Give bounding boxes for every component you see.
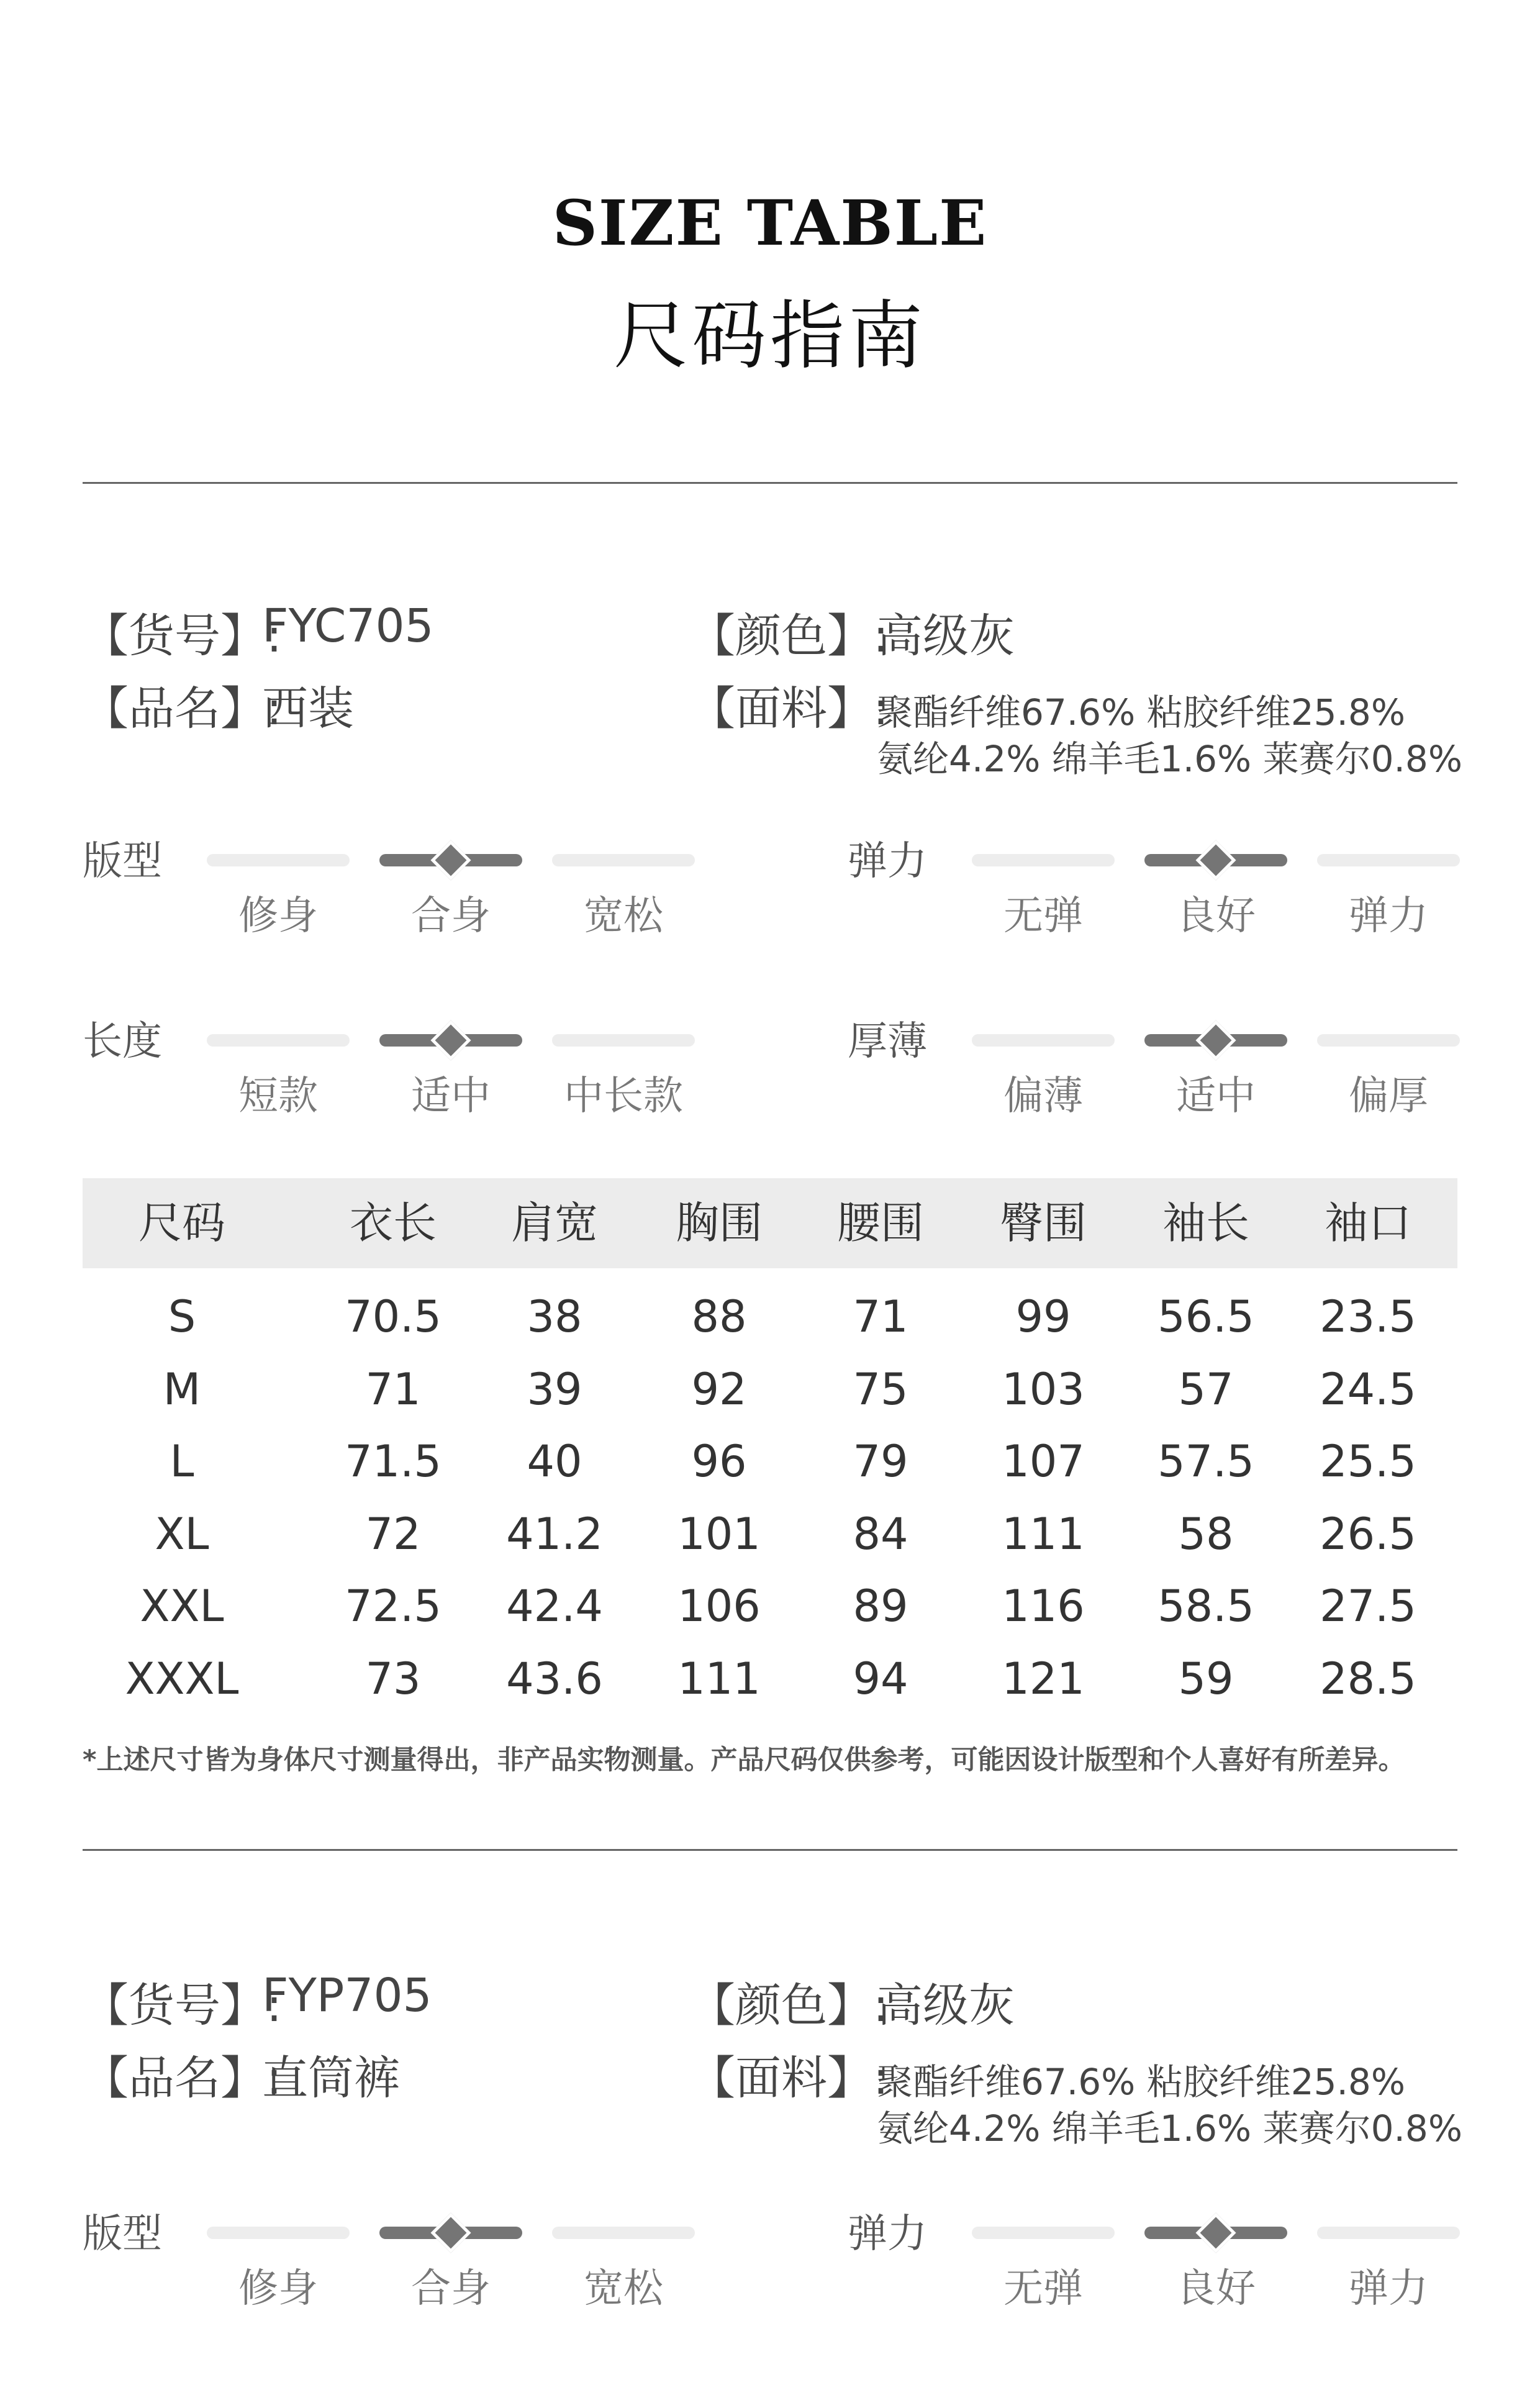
attr-option: 合身 — [411, 2266, 491, 2312]
attr-label: 弹力 — [848, 838, 927, 884]
table-header-cell: 衣长 — [350, 1197, 437, 1248]
table-cell: 116 — [1002, 1581, 1085, 1632]
scale-marker-icon — [430, 840, 471, 880]
table-cell: 71 — [365, 1363, 421, 1415]
scale-track — [552, 854, 695, 866]
divider-middle — [83, 1849, 1457, 1851]
item-no-value: FYC705 — [262, 599, 434, 653]
page-title-cn: 尺码指南 — [614, 293, 926, 379]
name-label-2: 【品名】: — [83, 2051, 282, 2105]
attr-option: 短款 — [238, 1073, 318, 1119]
attr-label: 版型 — [83, 838, 162, 884]
table-cell: 43.6 — [506, 1653, 603, 1704]
table-cell: 111 — [677, 1653, 761, 1704]
table-header-cell: 尺码 — [138, 1197, 225, 1248]
table-cell: 71.5 — [345, 1436, 442, 1487]
attr-option: 宽松 — [584, 893, 663, 939]
attr-option: 无弹 — [1003, 893, 1083, 939]
color-label-2: 【颜色】: — [689, 1979, 889, 2032]
table-cell: 101 — [677, 1508, 761, 1560]
table-cell: 38 — [527, 1291, 582, 1342]
table-cell: 25.5 — [1320, 1436, 1416, 1487]
attr-option: 良好 — [1176, 893, 1256, 939]
fabric-line-1-2: 聚酯纤维67.6% 粘胶纤维25.8% — [877, 2061, 1405, 2103]
scale-marker-icon — [430, 2212, 471, 2253]
attr-option: 宽松 — [584, 2266, 663, 2312]
table-cell: 94 — [853, 1653, 908, 1704]
attr-option: 偏薄 — [1003, 1073, 1083, 1119]
table-cell: 121 — [1002, 1653, 1085, 1704]
table-cell: 106 — [677, 1581, 761, 1632]
item-no-label-2: 【货号】: — [83, 1979, 282, 2032]
table-cell: 92 — [691, 1363, 747, 1415]
table-cell: 70.5 — [345, 1291, 442, 1342]
table-cell: 39 — [527, 1363, 582, 1415]
attr-label: 厚薄 — [848, 1019, 927, 1065]
table-cell: 88 — [691, 1291, 747, 1342]
scale-track — [972, 1034, 1115, 1047]
name-label: 【品名】: — [83, 682, 282, 735]
table-cell: 72.5 — [345, 1581, 442, 1632]
name-value-2: 直筒裤 — [262, 2051, 400, 2105]
table-size-cell: XL — [155, 1508, 209, 1560]
table-cell: 99 — [1015, 1291, 1071, 1342]
scale-track — [552, 2227, 695, 2239]
table-cell: 107 — [1002, 1436, 1085, 1487]
scale-track — [1317, 2227, 1460, 2239]
size-note: *上述尺寸皆为身体尺寸测量得出，非产品实物测量。产品尺码仅供参考，可能因设计版型和个人喜好有所差异。 — [83, 1745, 1405, 1776]
table-size-cell: M — [163, 1363, 201, 1415]
attr-option: 无弹 — [1003, 2266, 1083, 2312]
attr-label: 弹力 — [848, 2211, 927, 2257]
table-cell: 56.5 — [1157, 1291, 1254, 1342]
attr-option: 适中 — [1176, 1073, 1256, 1119]
attr-label: 长度 — [83, 1019, 162, 1065]
fabric-line-1: 聚酯纤维67.6% 粘胶纤维25.8% — [877, 691, 1405, 734]
table-header-cell: 袖口 — [1325, 1197, 1411, 1248]
table-cell: 84 — [853, 1508, 908, 1560]
table-cell: 41.2 — [506, 1508, 603, 1560]
table-header-cell: 肩宽 — [511, 1197, 598, 1248]
table-cell: 26.5 — [1320, 1508, 1416, 1560]
table-cell: 42.4 — [506, 1581, 603, 1632]
table-size-cell: XXL — [140, 1581, 224, 1632]
table-cell: 89 — [853, 1581, 908, 1632]
attr-option: 修身 — [238, 893, 318, 939]
scale-track — [207, 2227, 350, 2239]
table-cell: 24.5 — [1320, 1363, 1416, 1415]
table-cell: 59 — [1178, 1653, 1234, 1704]
table-header-cell: 臀围 — [1000, 1197, 1087, 1248]
scale-track — [207, 854, 350, 866]
attr-option: 偏厚 — [1349, 1073, 1428, 1119]
scale-track — [1317, 1034, 1460, 1047]
scale-track — [552, 1034, 695, 1047]
page-title-en: SIZE TABLE — [552, 186, 988, 260]
attr-label: 版型 — [83, 2211, 162, 2257]
table-cell: 111 — [1002, 1508, 1085, 1560]
color-value: 高级灰 — [877, 609, 1015, 663]
fabric-label: 【面料】: — [689, 682, 889, 735]
table-size-cell: S — [168, 1291, 196, 1342]
table-cell: 71 — [853, 1291, 908, 1342]
attr-option: 修身 — [238, 2266, 318, 2312]
fabric-line-2-2: 氨纶4.2% 绵羊毛1.6% 莱赛尔0.8% — [877, 2107, 1462, 2150]
table-cell: 73 — [365, 1653, 421, 1704]
table-size-cell: L — [170, 1436, 194, 1487]
attr-option: 弹力 — [1349, 893, 1428, 939]
table-cell: 27.5 — [1320, 1581, 1416, 1632]
size-table-header — [83, 1178, 1457, 1268]
item-no-label: 【货号】: — [83, 609, 282, 663]
attr-option: 中长款 — [564, 1073, 683, 1119]
table-cell: 75 — [853, 1363, 908, 1415]
table-cell: 72 — [365, 1508, 421, 1560]
attr-option: 弹力 — [1349, 2266, 1428, 2312]
scale-track — [1317, 854, 1460, 866]
color-label: 【颜色】: — [689, 609, 889, 663]
fabric-label-2: 【面料】: — [689, 2051, 889, 2105]
table-cell: 28.5 — [1320, 1653, 1416, 1704]
table-cell: 57.5 — [1157, 1436, 1254, 1487]
attr-option: 合身 — [411, 893, 491, 939]
item-no-value-2: FYP705 — [262, 1969, 432, 2022]
name-value: 西装 — [262, 682, 354, 735]
color-value-2: 高级灰 — [877, 1979, 1015, 2032]
table-header-cell: 胸围 — [676, 1197, 763, 1248]
table-cell: 58.5 — [1157, 1581, 1254, 1632]
scale-track — [207, 1034, 350, 1047]
table-cell: 58 — [1178, 1508, 1234, 1560]
table-cell: 57 — [1178, 1363, 1234, 1415]
scale-marker-icon — [1195, 840, 1236, 880]
table-cell: 79 — [853, 1436, 908, 1487]
table-cell: 23.5 — [1320, 1291, 1416, 1342]
table-size-cell: XXXL — [125, 1653, 239, 1704]
table-cell: 96 — [691, 1436, 747, 1487]
scale-track — [972, 2227, 1115, 2239]
table-cell: 40 — [527, 1436, 582, 1487]
table-header-cell: 袖长 — [1162, 1197, 1249, 1248]
table-header-cell: 腰围 — [837, 1197, 924, 1248]
table-cell: 103 — [1002, 1363, 1085, 1415]
scale-track — [972, 854, 1115, 866]
scale-marker-icon — [1195, 1020, 1236, 1060]
divider-top — [83, 482, 1457, 484]
attr-option: 良好 — [1176, 2266, 1256, 2312]
scale-marker-icon — [1195, 2212, 1236, 2253]
attr-option: 适中 — [411, 1073, 491, 1119]
fabric-line-2: 氨纶4.2% 绵羊毛1.6% 莱赛尔0.8% — [877, 738, 1462, 780]
scale-marker-icon — [430, 1020, 471, 1060]
